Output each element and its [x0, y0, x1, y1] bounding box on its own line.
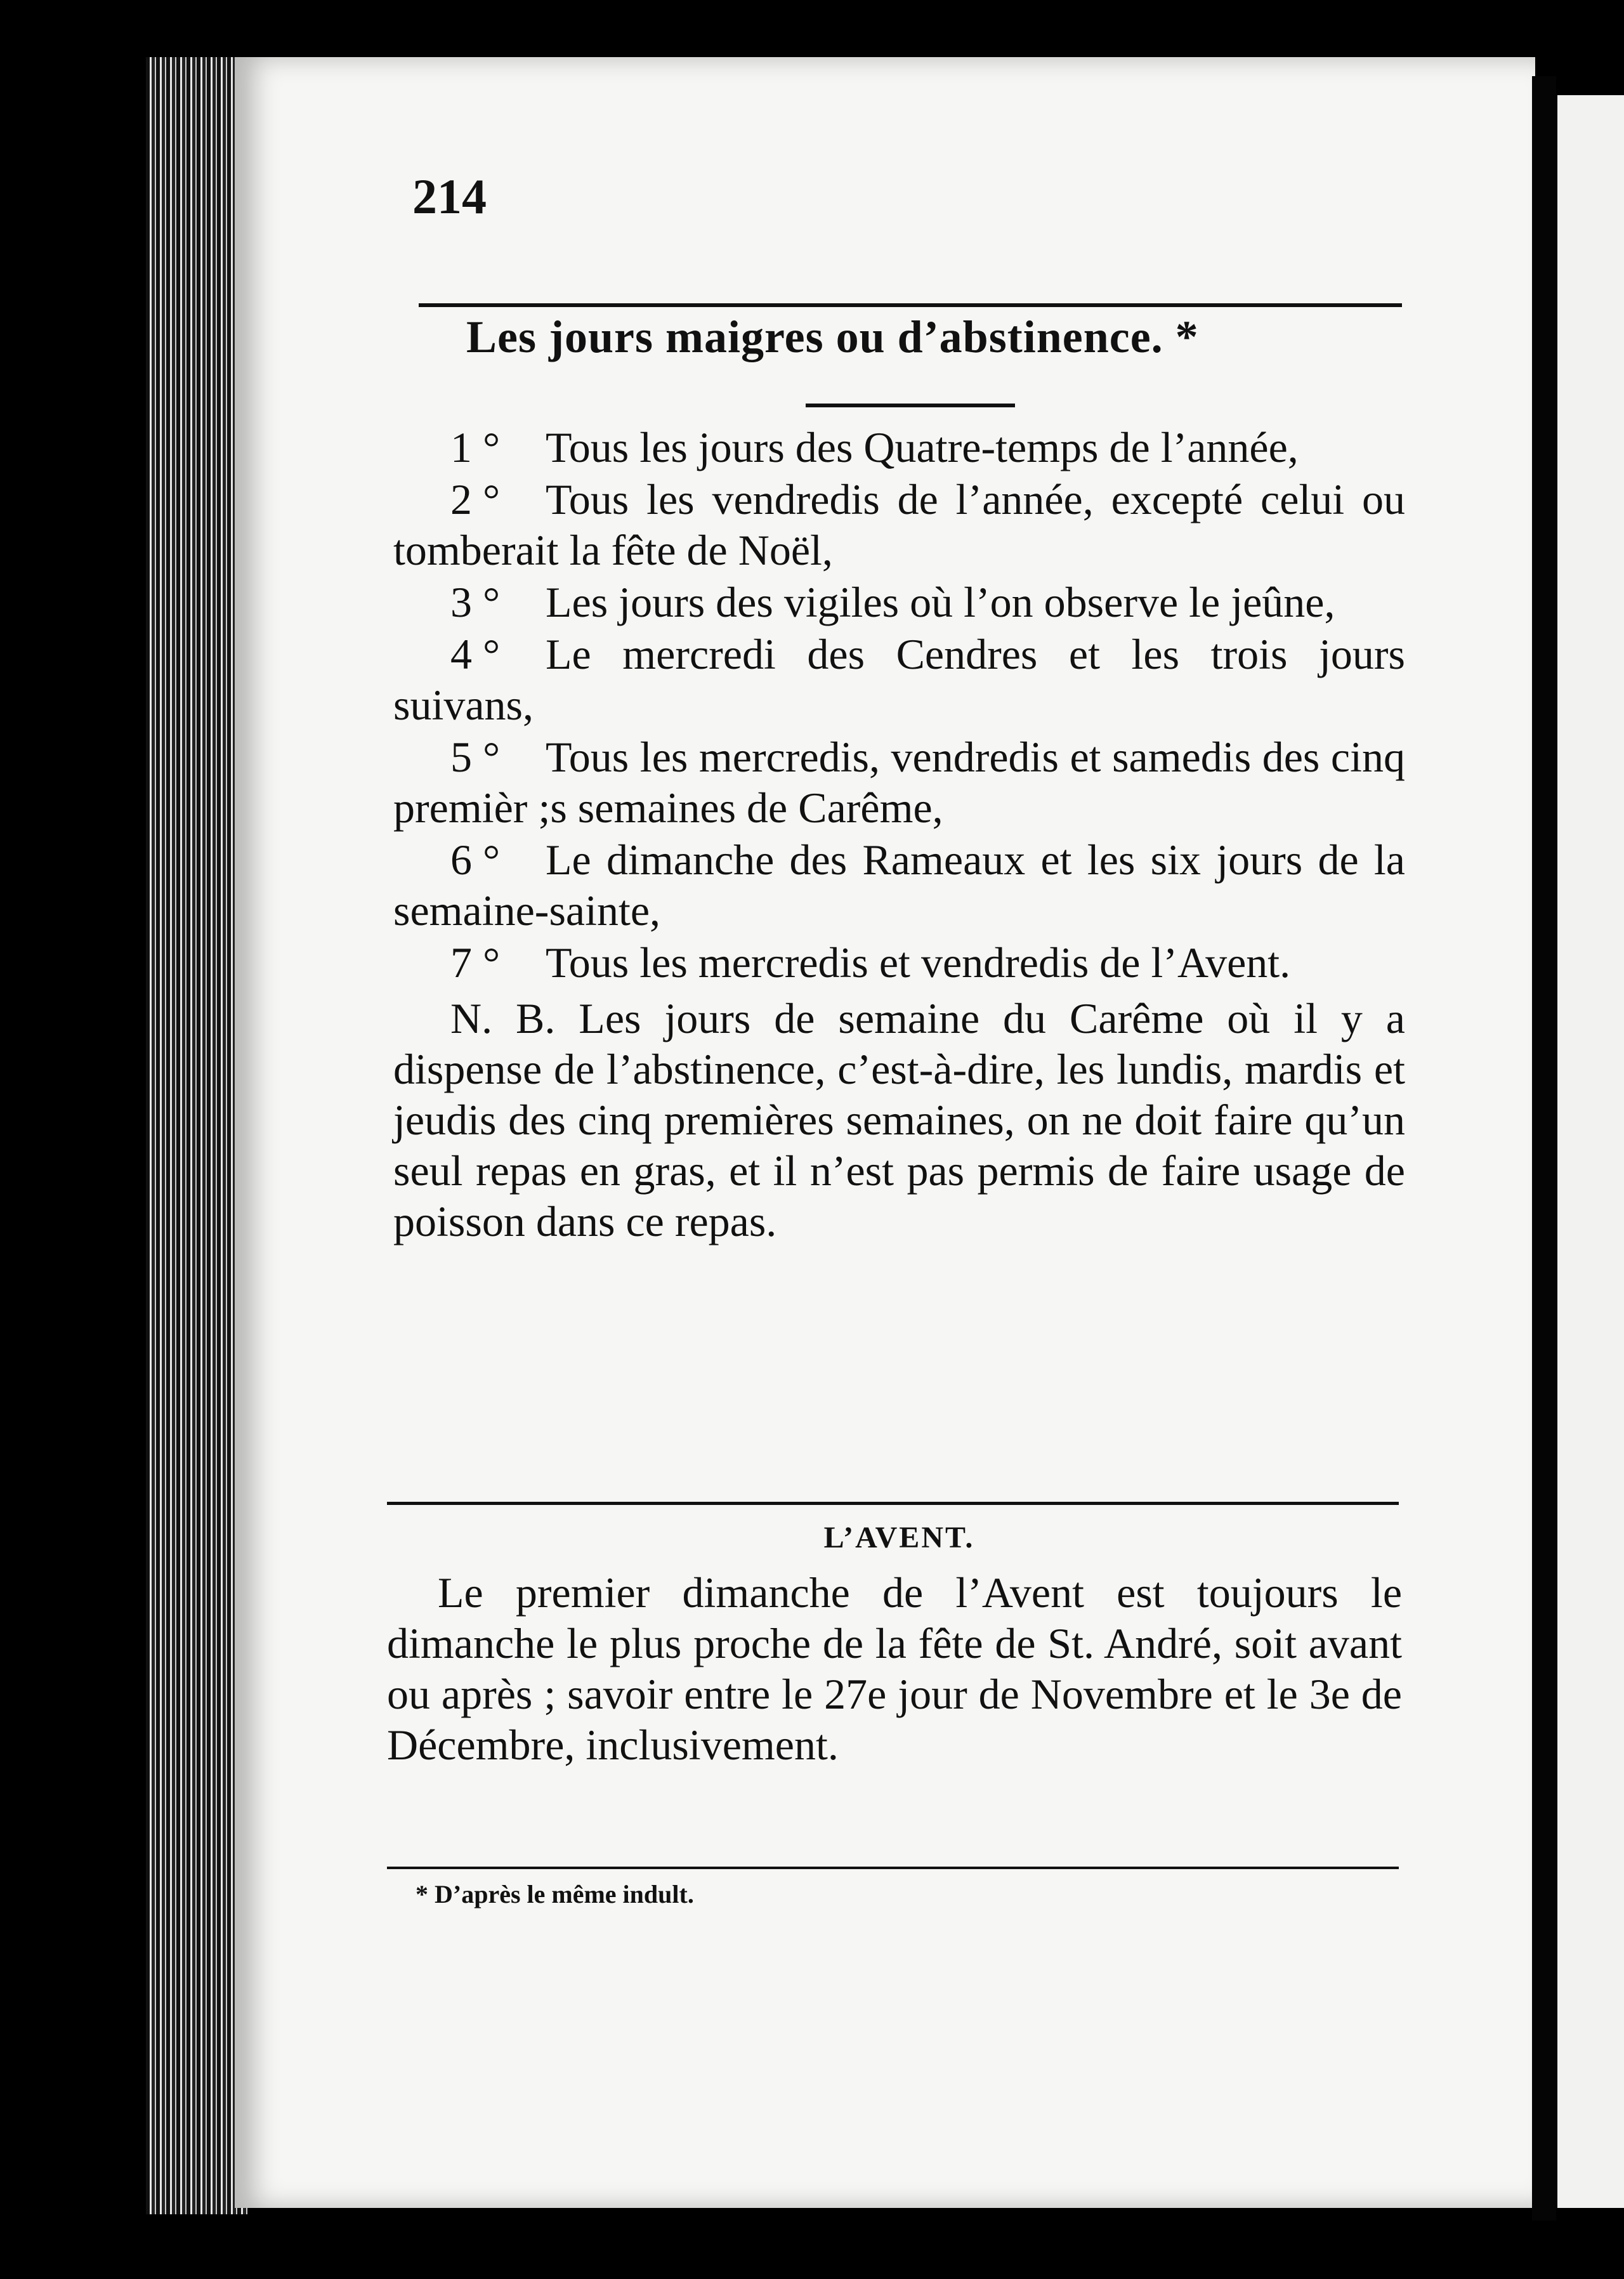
item-number: 1 ° — [450, 423, 501, 471]
book-page-edges — [146, 57, 247, 2214]
avent-paragraph: Le premier dimanche de l’Avent est toujours le dimanche le plus proche de la fête de St. André, soit avant ou après ; savoir entre le 27e jour de Novembre et le 3e de Décembre, inclusivement. — [387, 1568, 1402, 1769]
item-text: Tous les mercredis et vendredis de l’Avent. — [546, 938, 1291, 987]
item-text: Les jours des vigiles où l’on observe le jeûne, — [546, 578, 1335, 626]
item-number: 7 ° — [450, 938, 501, 987]
list-item — [393, 732, 1405, 833]
item-number: 6 ° — [450, 836, 501, 884]
abstinence-list — [393, 422, 1405, 1290]
item-number: 4 ° — [450, 630, 501, 678]
title-underline — [806, 404, 1015, 407]
item-text: Le mercredi des Cendres et les trois jours suivans, — [393, 630, 1405, 729]
facing-page-edge — [1557, 95, 1624, 2208]
page-title: Les jours maigres ou d’abstinence. * — [466, 312, 1199, 362]
list-item — [393, 474, 1405, 575]
avent-heading: L’AVENT. — [823, 1521, 975, 1554]
list-item — [393, 834, 1405, 936]
footnote-rule — [387, 1867, 1399, 1869]
item-number: 2 ° — [450, 475, 501, 523]
item-text: Le dimanche des Rameaux et les six jours de la semaine-sainte, — [393, 836, 1405, 935]
item-number: 3 ° — [450, 578, 501, 626]
item-text: Tous les vendredis de l’année, excepté celui ou tomberait la fête de Noël, — [393, 475, 1405, 574]
item-number: 5 ° — [450, 733, 501, 781]
item-text: Tous les jours des Quatre-temps de l’année, — [546, 423, 1299, 471]
list-item — [393, 629, 1405, 730]
footnote: * D’après le même indult. — [416, 1880, 694, 1908]
list-item — [393, 937, 1405, 988]
book-gutter — [1532, 76, 1556, 2221]
list-item — [393, 422, 1405, 473]
item-text: Tous les mercredis, vendredis et samedis des cinq premièr ;s semaines de Carême, — [393, 733, 1405, 832]
section-rule — [387, 1502, 1399, 1505]
list-item — [393, 577, 1405, 627]
nota-bene-paragraph: N. B. Les jours de semaine du Carême où il y a dispense de l’abstinence, c’est-à-dire, les lundis, mardis et jeudis des cinq premières semaines, on ne doit faire qu’un seul repas en gras, et il n’est pas permis de faire usage de poisson dans ce repas. — [393, 994, 1405, 1245]
page-number: 214 — [412, 169, 487, 224]
header-rule — [419, 303, 1402, 307]
